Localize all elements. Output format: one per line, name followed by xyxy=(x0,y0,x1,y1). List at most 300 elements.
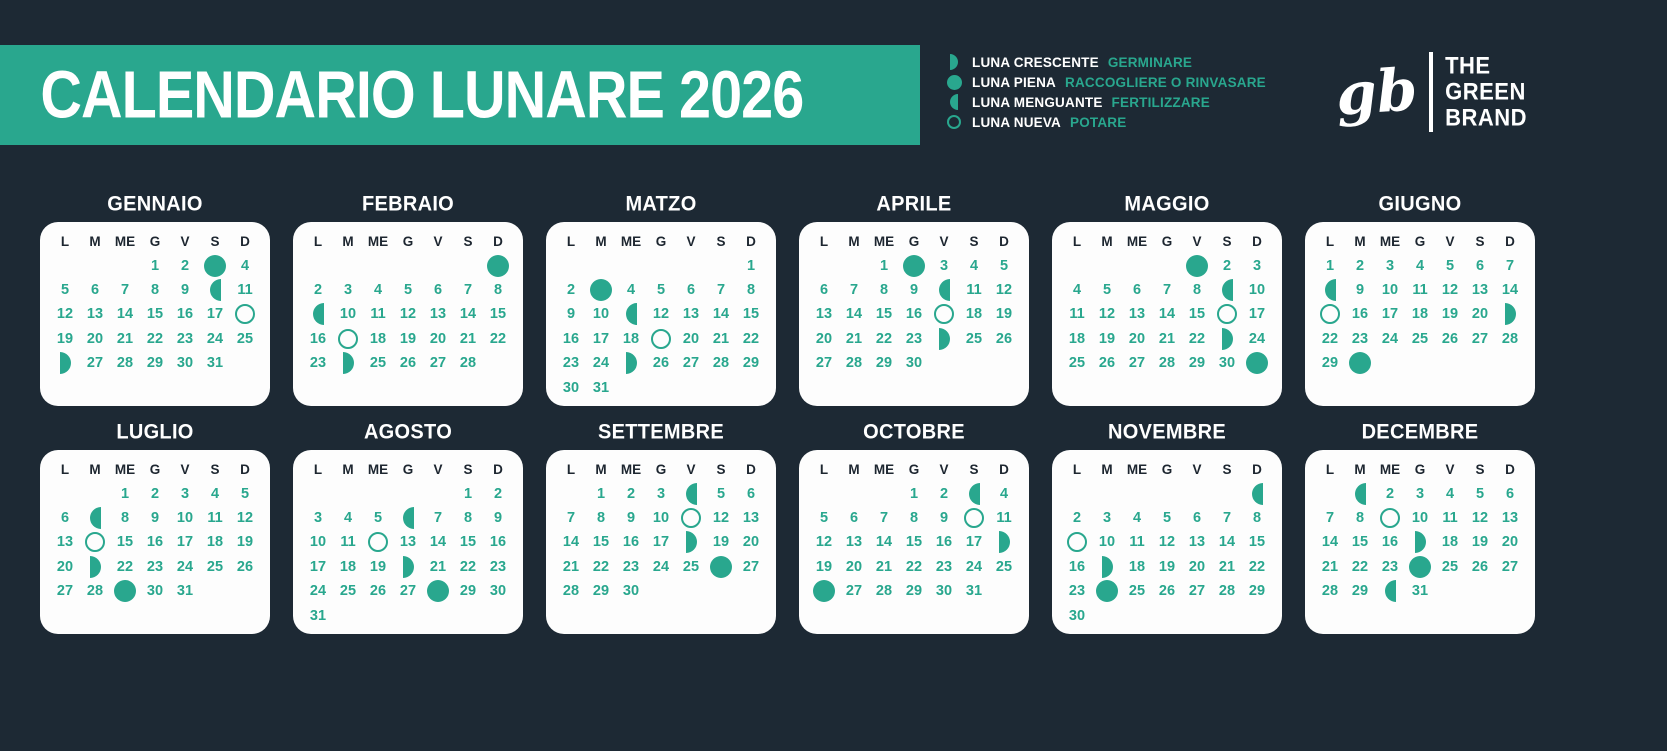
day-cell: 18 xyxy=(206,534,224,551)
month-octobre xyxy=(799,418,1029,634)
empty-cell xyxy=(736,579,766,603)
day-cell: 15 xyxy=(459,534,477,551)
empty-cell xyxy=(200,579,230,603)
day-cell: 20 xyxy=(86,330,104,347)
day-cell: 7 xyxy=(716,281,726,298)
waning-moon-icon xyxy=(80,506,110,530)
day-cell: 17 xyxy=(1381,306,1399,323)
day-header: M xyxy=(342,233,354,249)
crescent-moon-shape xyxy=(90,556,101,578)
day-cell: 22 xyxy=(146,330,164,347)
legend-row-crescent xyxy=(945,54,1266,70)
day-cell: 27 xyxy=(1471,330,1489,347)
day-header: S xyxy=(1222,233,1232,249)
month-card xyxy=(799,222,1029,406)
day-cell: 11 xyxy=(966,281,982,298)
day-cell: 29 xyxy=(1188,355,1206,372)
empty-cell xyxy=(1182,481,1212,505)
day-cell: 3 xyxy=(1102,509,1112,526)
day-cell: 24 xyxy=(592,355,610,372)
day-header: ME xyxy=(620,461,642,477)
day-cell: 7 xyxy=(1505,257,1515,274)
day-cell: 12 xyxy=(1158,534,1176,551)
day-cell: 28 xyxy=(1218,583,1236,600)
day-cell: 24 xyxy=(652,558,670,575)
day-cell: 13 xyxy=(742,509,760,526)
full-moon-shape xyxy=(1349,352,1371,374)
day-cell: 10 xyxy=(1098,534,1116,551)
day-header: G xyxy=(402,461,414,477)
day-cell: 11 xyxy=(1442,509,1458,526)
day-cell: 9 xyxy=(626,509,636,526)
day-cell: 9 xyxy=(909,281,919,298)
day-header: V xyxy=(433,461,443,477)
day-header: D xyxy=(1505,461,1515,477)
day-cell: 30 xyxy=(1218,355,1236,372)
empty-cell xyxy=(1212,481,1242,505)
waning-moon-icon xyxy=(959,481,989,505)
day-cell: 31 xyxy=(206,355,224,372)
month-card xyxy=(799,450,1029,634)
day-cell: 2 xyxy=(1222,257,1232,274)
title-banner xyxy=(0,45,920,145)
day-cell: 25 xyxy=(339,583,357,600)
day-header: M xyxy=(848,461,860,477)
crescent-moon-shape xyxy=(1415,531,1426,553)
day-cell: 8 xyxy=(150,281,160,298)
day-cell: 29 xyxy=(905,583,923,600)
day-cell: 5 xyxy=(1445,257,1455,274)
day-cell: 6 xyxy=(1192,509,1202,526)
full-moon-shape xyxy=(1246,352,1268,374)
day-cell: 20 xyxy=(682,330,700,347)
day-cell: 3 xyxy=(1415,485,1425,502)
crescent-moon-icon xyxy=(80,555,110,579)
crescent-moon-icon xyxy=(1212,327,1242,351)
day-cell: 10 xyxy=(176,509,194,526)
day-cell: 17 xyxy=(1248,306,1266,323)
day-cell: 23 xyxy=(1351,330,1369,347)
day-cell: 27 xyxy=(399,583,417,600)
day-cell: 28 xyxy=(562,583,580,600)
empty-cell xyxy=(1092,253,1122,277)
day-cell: 9 xyxy=(493,509,503,526)
month-title: MAGGIO xyxy=(1124,191,1210,216)
day-cell: 25 xyxy=(1411,330,1429,347)
crescent-moon-shape xyxy=(1505,303,1516,325)
day-cell: 27 xyxy=(845,583,863,600)
empty-cell xyxy=(333,253,363,277)
day-header: L xyxy=(819,233,829,249)
day-cell: 15 xyxy=(742,306,760,323)
full-moon-shape xyxy=(114,580,136,602)
day-cell: 27 xyxy=(742,558,760,575)
day-cell: 3 xyxy=(343,281,353,298)
day-header: S xyxy=(716,461,726,477)
new-moon-icon xyxy=(1375,506,1405,530)
day-header: D xyxy=(493,461,503,477)
day-cell: 9 xyxy=(1355,281,1365,298)
full-moon-icon xyxy=(423,579,453,603)
full-moon-shape xyxy=(427,580,449,602)
day-cell: 16 xyxy=(1351,306,1369,323)
day-header: ME xyxy=(620,233,642,249)
day-cell: 19 xyxy=(369,558,387,575)
day-cell: 11 xyxy=(996,509,1012,526)
day-cell: 10 xyxy=(1248,281,1266,298)
day-cell: 14 xyxy=(845,306,863,323)
day-cell: 5 xyxy=(240,485,250,502)
day-cell: 17 xyxy=(965,534,983,551)
day-cell: 11 xyxy=(237,281,253,298)
new-moon-icon xyxy=(230,302,260,326)
day-cell: 6 xyxy=(746,485,756,502)
full-moon-shape xyxy=(1409,556,1431,578)
day-cell: 15 xyxy=(146,306,164,323)
month-febraio xyxy=(293,190,523,406)
full-moon-icon xyxy=(483,253,513,277)
day-cell: 22 xyxy=(905,558,923,575)
full-moon-shape xyxy=(487,255,509,277)
day-cell: 30 xyxy=(489,583,507,600)
waning-moon-icon xyxy=(945,94,963,110)
day-cell: 20 xyxy=(1128,330,1146,347)
day-header: G xyxy=(149,233,161,249)
empty-cell xyxy=(50,481,80,505)
day-cell: 12 xyxy=(995,281,1013,298)
empty-cell xyxy=(1212,603,1242,627)
empty-cell xyxy=(363,253,393,277)
day-header: L xyxy=(60,461,70,477)
day-cell: 11 xyxy=(1129,534,1145,551)
empty-cell xyxy=(303,253,333,277)
waning-moon-icon xyxy=(303,302,333,326)
day-cell: 6 xyxy=(686,281,696,298)
day-cell: 17 xyxy=(592,330,610,347)
crescent-moon-icon xyxy=(945,54,963,70)
day-cell: 25 xyxy=(1128,583,1146,600)
new-moon-shape xyxy=(964,508,984,528)
day-header: V xyxy=(180,233,190,249)
day-cell: 23 xyxy=(622,558,640,575)
crescent-moon-icon xyxy=(616,351,646,375)
day-header: ME xyxy=(1126,461,1148,477)
day-cell: 5 xyxy=(1475,485,1485,502)
empty-cell xyxy=(423,253,453,277)
day-cell: 22 xyxy=(1321,330,1339,347)
crescent-moon-shape xyxy=(60,352,71,374)
empty-cell xyxy=(483,351,513,375)
day-cell: 2 xyxy=(493,485,503,502)
day-cell: 22 xyxy=(742,330,760,347)
full-moon-icon xyxy=(1345,351,1375,375)
day-cell: 4 xyxy=(969,257,979,274)
day-cell: 8 xyxy=(879,281,889,298)
empty-cell xyxy=(736,375,766,399)
new-moon-icon xyxy=(1062,530,1092,554)
day-cell: 13 xyxy=(845,534,863,551)
day-cell: 13 xyxy=(429,306,447,323)
day-header: ME xyxy=(873,461,895,477)
day-cell: 1 xyxy=(879,257,889,274)
day-cell: 12 xyxy=(56,306,74,323)
day-cell: 11 xyxy=(1412,281,1428,298)
day-cell: 27 xyxy=(682,355,700,372)
day-cell: 8 xyxy=(120,509,130,526)
day-cell: 15 xyxy=(592,534,610,551)
crescent-moon-icon xyxy=(333,351,363,375)
day-cell: 4 xyxy=(343,509,353,526)
day-cell: 13 xyxy=(86,306,104,323)
empty-cell xyxy=(1495,351,1525,375)
empty-cell xyxy=(676,375,706,399)
empty-cell xyxy=(50,253,80,277)
day-cell: 31 xyxy=(592,379,610,396)
day-cell: 20 xyxy=(742,534,760,551)
month-novembre xyxy=(1052,418,1282,634)
empty-cell xyxy=(676,579,706,603)
day-cell: 31 xyxy=(1411,583,1429,600)
month-decembre xyxy=(1305,418,1535,634)
day-cell: 10 xyxy=(1411,509,1429,526)
day-cell: 3 xyxy=(939,257,949,274)
empty-cell xyxy=(1435,351,1465,375)
full-moon-icon xyxy=(200,253,230,277)
day-cell: 19 xyxy=(399,330,417,347)
day-cell: 20 xyxy=(429,330,447,347)
day-cell: 26 xyxy=(1441,330,1459,347)
day-header: V xyxy=(1192,233,1202,249)
day-cell: 2 xyxy=(313,281,323,298)
day-header: V xyxy=(686,233,696,249)
day-cell: 18 xyxy=(339,558,357,575)
day-cell: 9 xyxy=(180,281,190,298)
crescent-moon-icon xyxy=(989,530,1019,554)
new-moon-shape xyxy=(934,304,954,324)
calendar-grid xyxy=(40,190,1535,634)
day-cell: 15 xyxy=(1248,534,1266,551)
day-header: M xyxy=(89,461,101,477)
month-luglio xyxy=(40,418,270,634)
day-header: S xyxy=(1475,461,1485,477)
day-cell: 4 xyxy=(1132,509,1142,526)
day-cell: 30 xyxy=(146,583,164,600)
day-cell: 23 xyxy=(146,558,164,575)
day-cell: 1 xyxy=(1325,257,1335,274)
day-cell: 21 xyxy=(1321,558,1339,575)
day-cell: 1 xyxy=(150,257,160,274)
day-cell: 4 xyxy=(999,485,1009,502)
day-cell: 4 xyxy=(373,281,383,298)
empty-cell xyxy=(1465,351,1495,375)
day-cell: 6 xyxy=(849,509,859,526)
day-cell: 25 xyxy=(1068,355,1086,372)
month-card xyxy=(1305,450,1535,634)
waning-moon-shape xyxy=(1222,279,1233,301)
waning-moon-icon xyxy=(1242,481,1272,505)
day-cell: 2 xyxy=(939,485,949,502)
day-cell: 12 xyxy=(236,509,254,526)
full-moon-shape xyxy=(1186,255,1208,277)
crescent-moon-shape xyxy=(1102,556,1113,578)
day-header: V xyxy=(686,461,696,477)
empty-cell xyxy=(809,481,839,505)
empty-cell xyxy=(393,603,423,627)
crescent-moon-shape xyxy=(1222,328,1233,350)
legend-label: LUNA NUEVA xyxy=(972,114,1061,130)
day-cell: 5 xyxy=(373,509,383,526)
day-cell: 15 xyxy=(905,534,923,551)
day-cell: 17 xyxy=(309,558,327,575)
new-moon-icon xyxy=(959,506,989,530)
day-header: S xyxy=(463,233,473,249)
day-header: ME xyxy=(1379,461,1401,477)
logo-separator xyxy=(1429,52,1433,132)
day-cell: 15 xyxy=(875,306,893,323)
day-cell: 7 xyxy=(1162,281,1172,298)
day-cell: 7 xyxy=(120,281,130,298)
day-cell: 26 xyxy=(236,558,254,575)
day-header: S xyxy=(716,233,726,249)
empty-cell xyxy=(1122,481,1152,505)
waning-moon-shape xyxy=(403,507,414,529)
crescent-moon-icon xyxy=(929,327,959,351)
day-cell: 15 xyxy=(1188,306,1206,323)
day-cell: 24 xyxy=(206,330,224,347)
day-header: V xyxy=(1192,461,1202,477)
full-moon-icon xyxy=(945,75,963,90)
day-cell: 14 xyxy=(1321,534,1339,551)
day-cell: 20 xyxy=(56,558,74,575)
empty-cell xyxy=(1092,481,1122,505)
month-card xyxy=(293,450,523,634)
day-cell: 13 xyxy=(1128,306,1146,323)
day-cell: 25 xyxy=(995,558,1013,575)
day-header: S xyxy=(210,461,220,477)
new-moon-icon xyxy=(929,302,959,326)
day-cell: 12 xyxy=(1441,281,1459,298)
day-cell: 12 xyxy=(399,306,417,323)
day-cell: 30 xyxy=(562,379,580,396)
new-moon-icon xyxy=(1315,302,1345,326)
day-cell: 4 xyxy=(1415,257,1425,274)
day-cell: 30 xyxy=(935,583,953,600)
empty-cell xyxy=(423,481,453,505)
day-cell: 13 xyxy=(56,534,74,551)
day-header: G xyxy=(655,461,667,477)
day-cell: 16 xyxy=(176,306,194,323)
day-header: M xyxy=(342,461,354,477)
page-title: CALENDARIO LUNARE 2026 xyxy=(40,56,804,132)
day-header: D xyxy=(746,461,756,477)
empty-cell xyxy=(423,603,453,627)
day-cell: 16 xyxy=(489,534,507,551)
day-cell: 22 xyxy=(1248,558,1266,575)
day-cell: 8 xyxy=(909,509,919,526)
empty-cell xyxy=(1122,253,1152,277)
day-header: D xyxy=(999,233,1009,249)
day-cell: 16 xyxy=(562,330,580,347)
crescent-moon-shape xyxy=(626,352,637,374)
empty-cell xyxy=(959,351,989,375)
day-header: V xyxy=(1445,461,1455,477)
day-cell: 5 xyxy=(60,281,70,298)
waning-moon-shape xyxy=(939,279,950,301)
full-moon-shape xyxy=(813,580,835,602)
new-moon-shape xyxy=(235,304,255,324)
full-moon-shape xyxy=(1096,580,1118,602)
month-title: SETTEMBRE xyxy=(597,419,725,444)
day-cell: 30 xyxy=(622,583,640,600)
day-cell: 21 xyxy=(712,330,730,347)
day-header: G xyxy=(1161,461,1173,477)
day-cell: 9 xyxy=(939,509,949,526)
empty-cell xyxy=(839,253,869,277)
legend-label: LUNA MENGUANTE xyxy=(972,94,1103,110)
month-matzo xyxy=(546,190,776,406)
day-cell: 8 xyxy=(596,509,606,526)
empty-cell xyxy=(393,253,423,277)
legend-action: POTARE xyxy=(1070,114,1127,130)
day-cell: 6 xyxy=(90,281,100,298)
day-cell: 8 xyxy=(1252,509,1262,526)
day-cell: 30 xyxy=(176,355,194,372)
day-header: L xyxy=(819,461,829,477)
day-cell: 16 xyxy=(622,534,640,551)
day-cell: 3 xyxy=(180,485,190,502)
month-giugno xyxy=(1305,190,1535,406)
day-cell: 5 xyxy=(1102,281,1112,298)
month-card xyxy=(1305,222,1535,406)
day-cell: 22 xyxy=(459,558,477,575)
month-gennaio xyxy=(40,190,270,406)
empty-cell xyxy=(989,579,1019,603)
empty-cell xyxy=(1242,603,1272,627)
new-moon-shape xyxy=(1320,304,1340,324)
empty-cell xyxy=(1435,579,1465,603)
day-cell: 28 xyxy=(86,583,104,600)
day-cell: 22 xyxy=(489,330,507,347)
legend-action: RACCOGLIERE O RINVASARE xyxy=(1065,74,1266,90)
day-header: G xyxy=(1414,233,1426,249)
day-cell: 21 xyxy=(116,330,134,347)
day-cell: 11 xyxy=(340,534,356,551)
day-cell: 29 xyxy=(592,583,610,600)
brand-line: THE xyxy=(1445,51,1491,79)
waning-moon-shape xyxy=(210,279,221,301)
day-cell: 29 xyxy=(875,355,893,372)
waning-moon-icon xyxy=(929,278,959,302)
day-cell: 21 xyxy=(845,330,863,347)
empty-cell xyxy=(303,481,333,505)
month-card xyxy=(40,450,270,634)
new-moon-shape xyxy=(85,532,105,552)
day-cell: 2 xyxy=(566,281,576,298)
day-cell: 7 xyxy=(849,281,859,298)
day-cell: 5 xyxy=(656,281,666,298)
full-moon-shape xyxy=(903,255,925,277)
full-moon-shape xyxy=(590,279,612,301)
legend-action: GERMINARE xyxy=(1107,54,1193,70)
crescent-moon-icon xyxy=(1405,530,1435,554)
waning-moon-icon xyxy=(1375,579,1405,603)
gb-monogram: gb xyxy=(1333,55,1420,129)
day-cell: 19 xyxy=(56,330,74,347)
brand-wordmark xyxy=(1445,53,1527,131)
month-title: FEBRAIO xyxy=(361,191,455,216)
new-moon-shape xyxy=(368,532,388,552)
full-moon-icon xyxy=(1405,555,1435,579)
